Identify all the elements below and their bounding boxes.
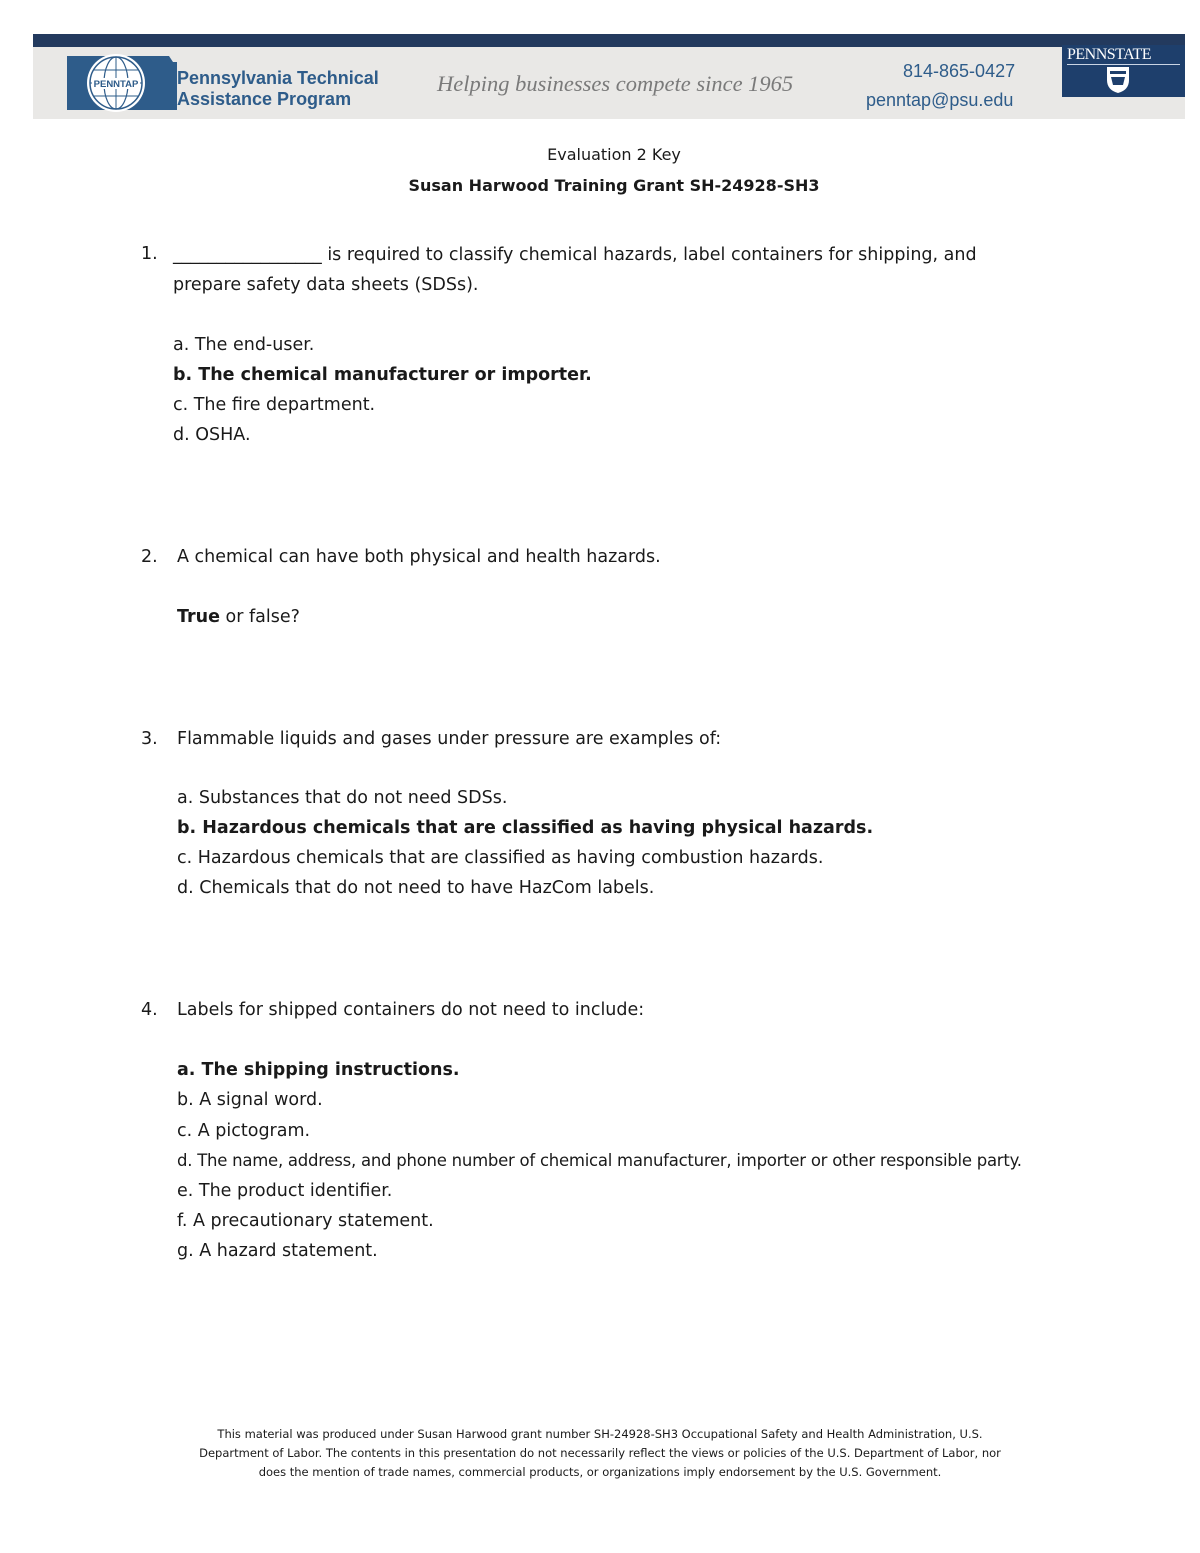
page-title: Evaluation 2 Key <box>547 145 681 164</box>
answer-option: g. A hazard statement. <box>177 1241 378 1261</box>
pennstate-wordmark: PENNSTATE <box>1067 46 1151 63</box>
org-name <box>177 68 379 110</box>
header-banner <box>33 47 1185 119</box>
correct-answer-option: a. The shipping instructions. <box>177 1060 460 1080</box>
footer-line: This material was produced under Susan Harwood grant number SH-24928-SH3 Occupational Safety and Health Administration, U.S. <box>217 1427 983 1441</box>
answer-option: d. Chemicals that do not need to have HazCom labels. <box>177 878 655 898</box>
pennstate-divider <box>1067 64 1180 65</box>
header-stripe <box>33 34 1185 47</box>
question-number: 2. <box>141 547 158 567</box>
answer-option: c. A pictogram. <box>177 1121 311 1141</box>
answer-option: a. Substances that do not need SDSs. <box>177 788 508 808</box>
answer-option: d. The name, address, and phone number of chemical manufacturer, importer or other responsible party. <box>177 1151 1022 1170</box>
question-text: A chemical can have both physical and health hazards. <box>177 547 661 567</box>
answer-option: f. A precautionary statement. <box>177 1211 434 1231</box>
page-subtitle: Susan Harwood Training Grant SH-24928-SH3 <box>408 176 820 195</box>
question-text <box>173 240 1173 300</box>
answer-option: c. Hazardous chemicals that are classified as having combustion hazards. <box>177 848 824 868</box>
tagline: Helping businesses compete since 1965 <box>437 71 794 96</box>
question-number: 1. <box>141 244 158 264</box>
correct-answer-true: True <box>177 607 220 627</box>
correct-answer-option: b. The chemical manufacturer or importer. <box>173 365 592 385</box>
question-number: 4. <box>141 1000 158 1020</box>
pennstate-logo <box>1062 45 1185 97</box>
footer-line: Department of Labor. The contents in this presentation do not necessarily reflect the views or policies of the U.S. Department of Labor, nor <box>199 1446 1001 1460</box>
email-address: penntap@psu.edu <box>866 90 1014 110</box>
org-name-line2: Assistance Program <box>177 89 352 109</box>
phone-number: 814-865-0427 <box>903 61 1016 81</box>
answer-option: c. The fire department. <box>173 395 376 415</box>
penntap-logo-icon <box>65 52 179 114</box>
answer-option: d. OSHA. <box>173 425 251 445</box>
question-number: 3. <box>141 729 158 749</box>
true-false-answer <box>177 607 300 627</box>
question-text-line: prepare safety data sheets (SDSs). <box>173 275 479 295</box>
answer-option: a. The end-user. <box>173 335 315 355</box>
answer-option: e. The product identifier. <box>177 1181 393 1201</box>
org-name-line1: Pennsylvania Technical <box>177 68 379 88</box>
footer-disclaimer <box>0 1425 1200 1482</box>
question-text: Flammable liquids and gases under pressure are examples of: <box>177 729 722 749</box>
footer-line: does the mention of trade names, commercial products, or organizations imply endorsement by the U.S. Government. <box>258 1465 942 1479</box>
logo-text: PENNTAP <box>93 79 139 90</box>
question-text: Labels for shipped containers do not need to include: <box>177 1000 645 1020</box>
correct-answer-option: b. Hazardous chemicals that are classified as having physical hazards. <box>177 818 874 838</box>
answer-rest: or false? <box>219 607 300 627</box>
shield-icon <box>1106 66 1130 94</box>
answer-option: b. A signal word. <box>177 1090 323 1110</box>
question-text-line: _________________ is required to classify chemical hazards, label containers for shipping, and <box>173 245 977 265</box>
